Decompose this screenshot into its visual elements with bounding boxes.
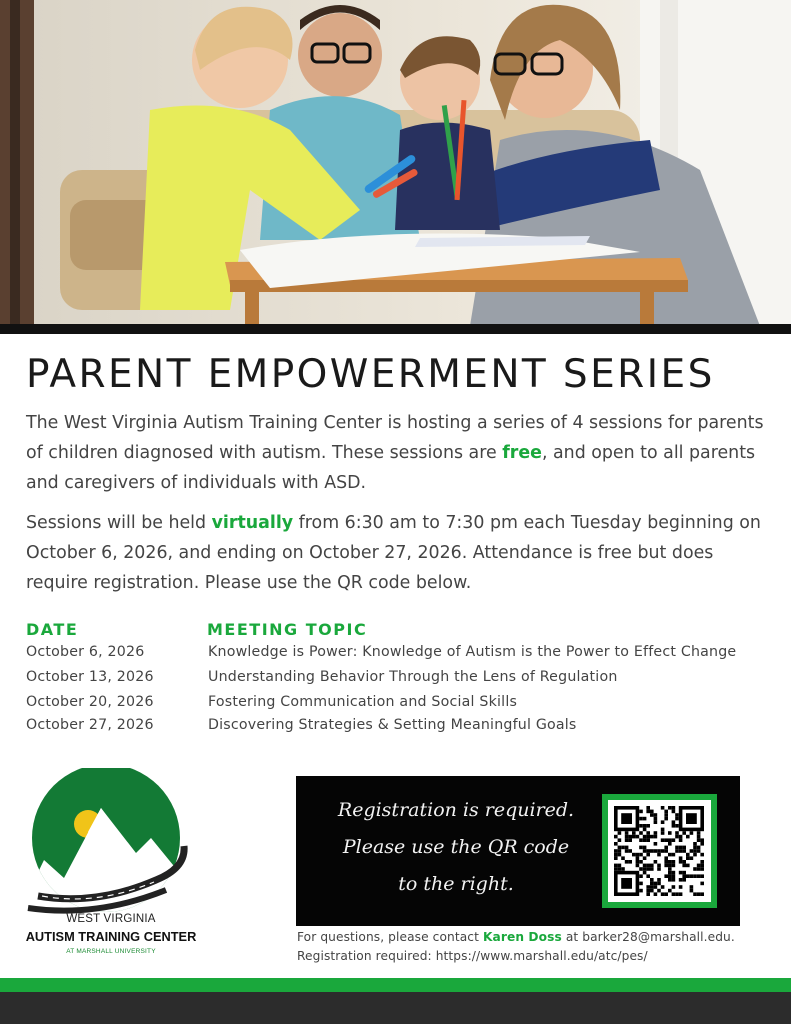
qr-code-background bbox=[608, 800, 711, 902]
sessions-paragraph bbox=[26, 508, 771, 598]
contact-email[interactable]: at barker28@marshall.edu. bbox=[561, 930, 735, 944]
intro-text-2: , and open to all parents and caregivers of individuals with ASD. bbox=[26, 443, 756, 493]
sessions-text-1: Sessions will be held bbox=[26, 513, 212, 533]
session-topic: Discovering Strategies & Setting Meaningful Goals bbox=[208, 717, 577, 733]
header-photo bbox=[0, 0, 791, 326]
logo-text-state: WEST VIRGINIA bbox=[66, 913, 156, 925]
mountain-logo-icon bbox=[26, 768, 196, 918]
session-topic: Understanding Behavior Through the Lens of Regulation bbox=[208, 669, 618, 685]
photo-divider bbox=[0, 324, 791, 334]
session-topic: Fostering Communication and Social Skills bbox=[208, 694, 518, 710]
registration-box bbox=[296, 776, 740, 926]
virtually-highlight: virtually bbox=[211, 513, 294, 533]
session-date: October 27, 2026 bbox=[26, 717, 154, 733]
footer-dark-bar bbox=[0, 992, 791, 1024]
registration-line: Registration is required. bbox=[337, 799, 575, 821]
session-date: October 13, 2026 bbox=[26, 669, 154, 685]
family-photo bbox=[0, 0, 791, 326]
registration-note bbox=[326, 792, 586, 903]
intro-text-1: The West Virginia Autism Training Center is hosting a series of 4 sessions for parents of children diagnosed with autism. These sessions are bbox=[26, 413, 764, 463]
session-date: October 6, 2026 bbox=[26, 644, 145, 660]
schedule-row bbox=[0, 694, 791, 716]
contact-name: Karen Doss bbox=[482, 930, 562, 944]
registration-line: to the right. bbox=[398, 873, 514, 895]
registration-url[interactable]: Registration required: https://www.marshall.edu/atc/pes/ bbox=[297, 949, 648, 963]
page-title: PARENT EMPOWERMENT SERIES bbox=[26, 352, 715, 397]
logo-text-center: AUTISM TRAINING CENTER bbox=[25, 929, 197, 944]
contact-line bbox=[297, 930, 767, 944]
contact-text: For questions, please contact bbox=[297, 930, 483, 944]
sessions-text-2: from 6:30 am to 7:30 pm each Tuesday beginning on October 6, 2026, and ending on October 27, 2026. Attendance is free but does require registration. Please use the QR code below. bbox=[26, 513, 761, 593]
session-topic: Knowledge is Power: Knowledge of Autism is the Power to Effect Change bbox=[208, 644, 737, 660]
logo-text-university: AT MARSHALL UNIVERSITY bbox=[66, 948, 156, 955]
topic-column-header: MEETING TOPIC bbox=[207, 620, 368, 639]
schedule-row bbox=[0, 717, 791, 739]
intro-paragraph bbox=[26, 408, 771, 498]
schedule-row bbox=[0, 669, 791, 691]
qr-code-frame[interactable] bbox=[602, 794, 717, 908]
footer-green-bar bbox=[0, 978, 791, 992]
free-highlight: free bbox=[502, 443, 542, 463]
session-date: October 20, 2026 bbox=[26, 694, 154, 710]
schedule-row bbox=[0, 644, 791, 666]
qr-code-icon[interactable] bbox=[608, 800, 711, 902]
date-column-header: DATE bbox=[26, 620, 79, 639]
registration-line: Please use the QR code bbox=[342, 836, 570, 858]
